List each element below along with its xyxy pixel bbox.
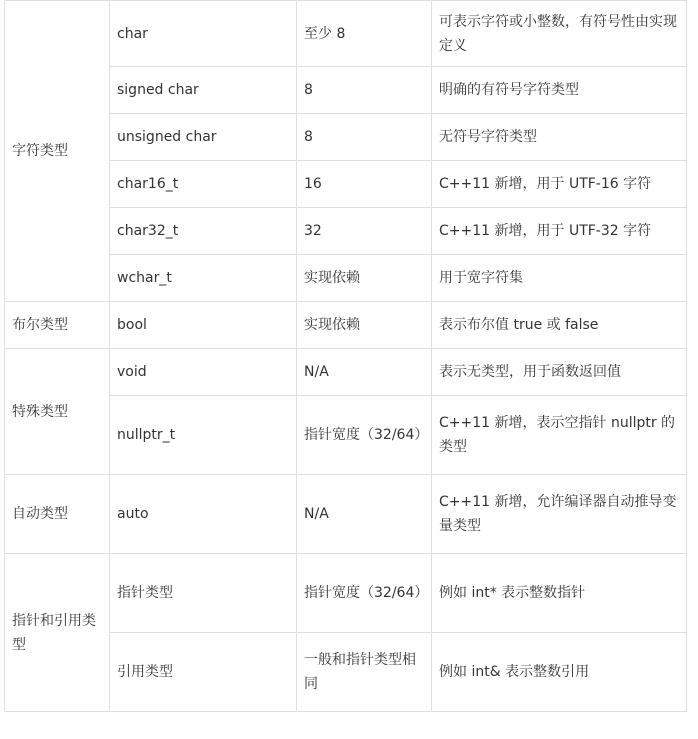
desc-cell: 可表示字符或小整数，有符号性由实现定义 [432, 1, 687, 67]
bits-cell: 实现依赖 [297, 302, 432, 349]
category-cell: 指针和引用类型 [5, 554, 110, 712]
bits-cell: 8 [297, 67, 432, 114]
type-cell: unsigned char [110, 114, 297, 161]
table-row [5, 475, 687, 554]
desc-cell: 表示布尔值 true 或 false [432, 302, 687, 349]
bits-cell: N/A [297, 349, 432, 396]
desc-cell: 明确的有符号字符类型 [432, 67, 687, 114]
category-cell: 布尔类型 [5, 302, 110, 349]
desc-cell: 表示无类型，用于函数返回值 [432, 349, 687, 396]
desc-cell: 无符号字符类型 [432, 114, 687, 161]
type-table [4, 0, 687, 712]
desc-cell: 用于宽字符集 [432, 255, 687, 302]
table-row [5, 1, 687, 67]
bits-cell: 8 [297, 114, 432, 161]
table-row [5, 554, 687, 633]
type-cell: nullptr_t [110, 396, 297, 475]
type-cell: char32_t [110, 208, 297, 255]
type-cell: char16_t [110, 161, 297, 208]
bits-cell: 一般和指针类型相同 [297, 633, 432, 712]
desc-cell: C++11 新增，允许编译器自动推导变量类型 [432, 475, 687, 554]
type-cell: bool [110, 302, 297, 349]
type-cell: wchar_t [110, 255, 297, 302]
category-cell: 自动类型 [5, 475, 110, 554]
bits-cell: 16 [297, 161, 432, 208]
desc-cell: C++11 新增，表示空指针 nullptr 的类型 [432, 396, 687, 475]
bits-cell: N/A [297, 475, 432, 554]
desc-cell: 例如 int& 表示整数引用 [432, 633, 687, 712]
type-cell: void [110, 349, 297, 396]
category-cell: 特殊类型 [5, 349, 110, 475]
category-cell: 字符类型 [5, 1, 110, 302]
type-cell: char [110, 1, 297, 67]
bits-cell: 实现依赖 [297, 255, 432, 302]
type-cell: 引用类型 [110, 633, 297, 712]
bits-cell: 指针宽度（32/64） [297, 396, 432, 475]
bits-cell: 至少 8 [297, 1, 432, 67]
bits-cell: 32 [297, 208, 432, 255]
desc-cell: C++11 新增，用于 UTF-32 字符 [432, 208, 687, 255]
bits-cell: 指针宽度（32/64） [297, 554, 432, 633]
table-row [5, 349, 687, 396]
desc-cell: 例如 int* 表示整数指针 [432, 554, 687, 633]
type-cell: 指针类型 [110, 554, 297, 633]
type-cell: auto [110, 475, 297, 554]
table-row [5, 302, 687, 349]
type-cell: signed char [110, 67, 297, 114]
desc-cell: C++11 新增，用于 UTF-16 字符 [432, 161, 687, 208]
